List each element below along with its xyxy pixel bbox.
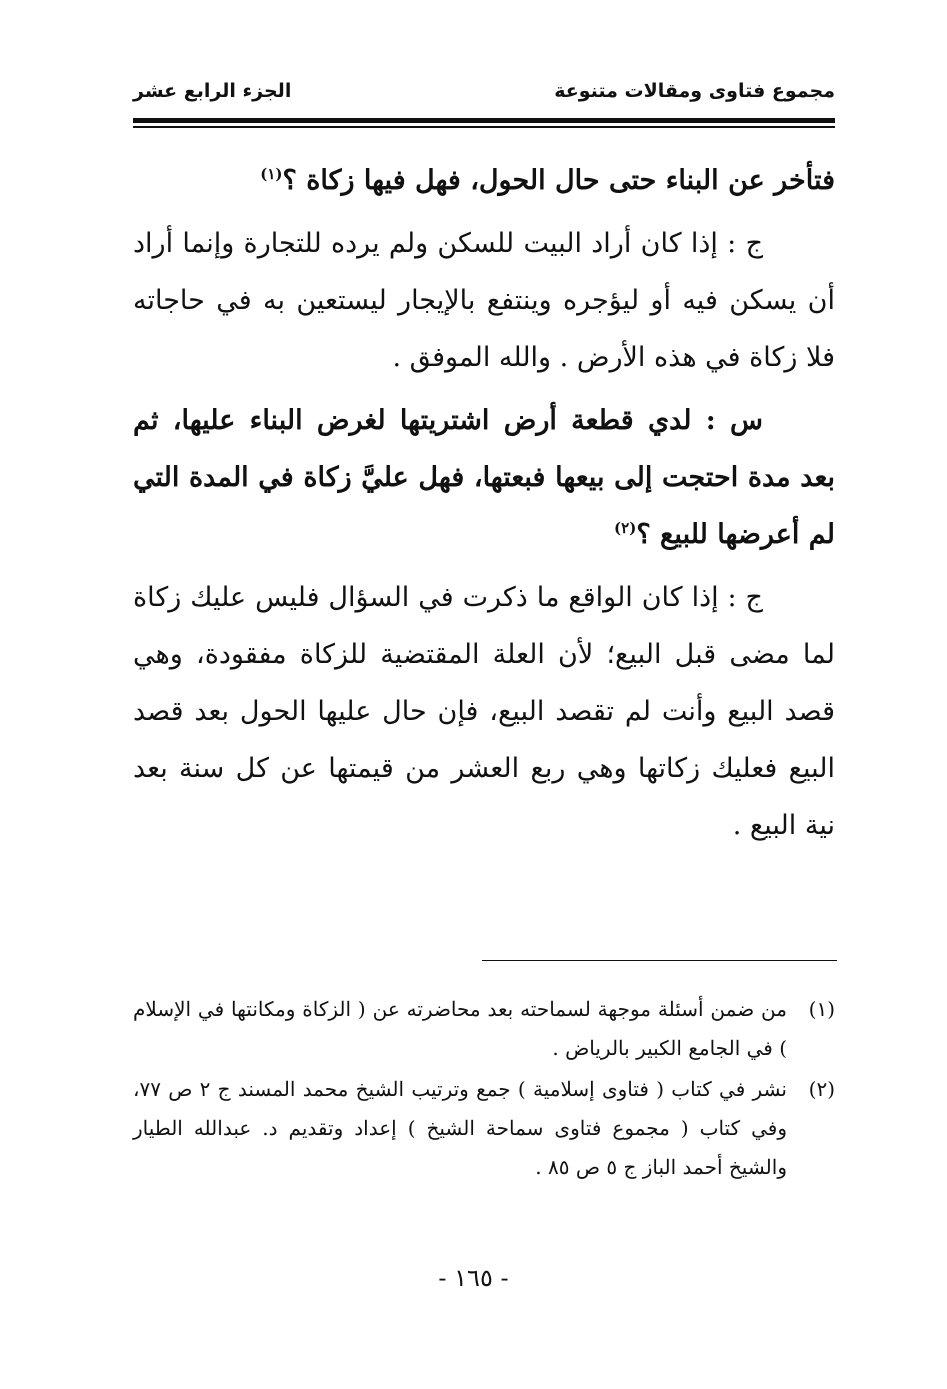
footnote-2 [133,1070,835,1187]
volume-label: الجزء الرابع عشر [133,80,292,102]
main-text [133,152,835,860]
running-header [133,80,835,102]
footnote-text: نشر في كتاب ( فتاوى إسلامية ) جمع وترتيب الشيخ محمد المسند ج ٢ ص ٧٧، وفي كتاب ( مجموع فتاوى سماحة الشيخ ) إعداد وتقديم د. عبدالله الطيار والشيخ أحمد الباز ج ٥ ص ٨٥ . [133,1077,787,1179]
footnote-text: من ضمن أسئلة موجهة لسماحته بعد محاضرته عن ( الزكاة ومكانتها في الإسلام ) في الجامع الكبير بالرياض . [133,997,787,1060]
page-number: - ١٦٥ - [438,1264,509,1292]
footnote-separator [482,960,837,961]
question-2: س : لدي قطعة أرض اشتريتها لغرض البناء عليها، ثم بعد مدة احتجت إلى بيعها فبعتها، فهل عليَّ زكاة في المدة التي لم أعرضها للبيع ؟$^{(٢)}$ [133,405,835,550]
footnote-number: (١) [808,997,835,1021]
footnote-number: (٢) [808,1077,835,1101]
answer-2: ج : إذا كان الواقع ما ذكرت في السؤال فليس عليك زكاة لما مضى قبل البيع؛ لأن العلة المقتضية للزكاة مفقودة، وهي قصد البيع وأنت لم تقصد البيع، فإن حال عليها الحول بعد قصد البيع فعليك زكاتها وهي ربع العشر من قيمتها عن كل سنة بعد نية البيع . [133,582,835,841]
book-title: مجموع فتاوى ومقالات متنوعة [554,80,835,102]
footnote-ref-1: (١) [260,165,283,183]
header-rule-thick [133,118,835,123]
header-rule-thin [133,126,835,128]
footnote-1 [133,990,835,1068]
footnote-ref-2: (٢) [614,519,637,537]
footnotes [133,990,835,1189]
question-1-tail: فتأخر عن البناء حتى حال الحول، فهل فيها زكاة ؟$^{(١)}$ [260,165,835,196]
answer-1: ج : إذا كان أراد البيت للسكن ولم يرده للتجارة وإنما أراد أن يسكن فيه أو ليؤجره وينتفع بالإيجار ليستعين به في حاجاته فلا زكاة في هذه الأرض . والله الموفق . [133,228,835,373]
